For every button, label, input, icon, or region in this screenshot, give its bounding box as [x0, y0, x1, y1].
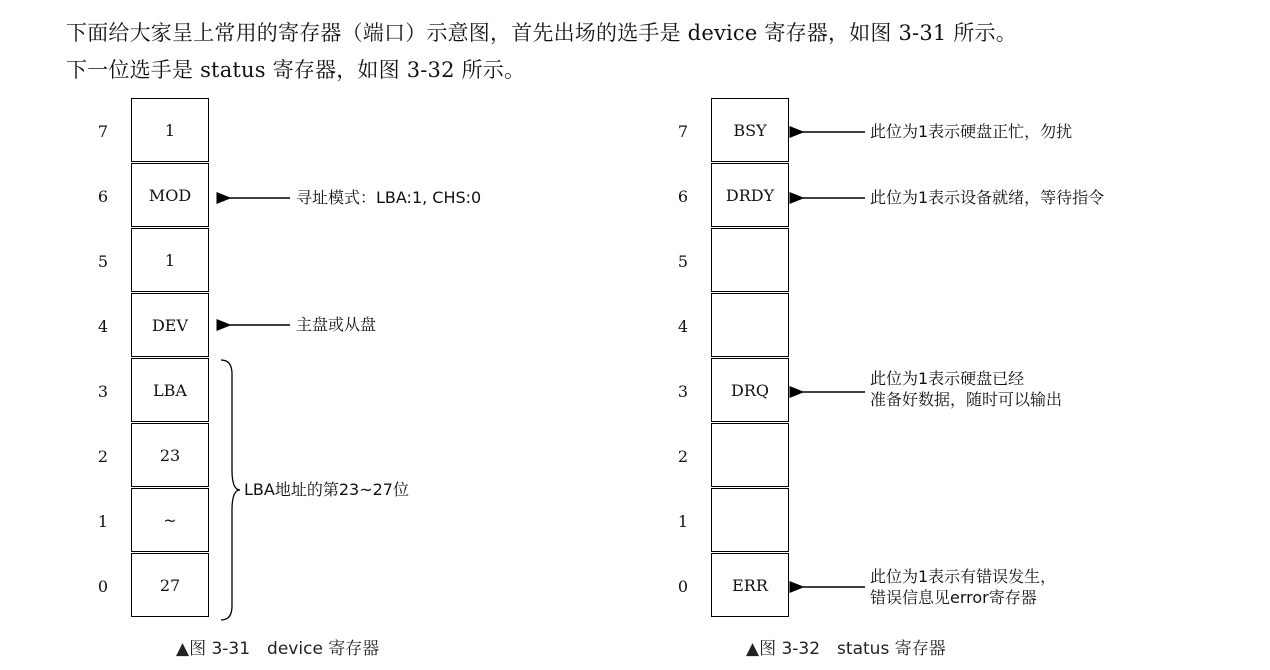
intro-paragraph-line2: 下一位选手是 status 寄存器，如图 3-32 所示。	[66, 58, 526, 82]
register-bit-cell: ERR	[711, 553, 789, 617]
register-bit-cell	[711, 293, 789, 357]
figure-caption: ▲图 3-31 device 寄存器	[176, 639, 380, 659]
register-bit-cell: BSY	[711, 98, 789, 162]
bit-number: 5	[97, 252, 109, 271]
device-arrows	[0, 98, 560, 658]
register-bit-cell: DRQ	[711, 358, 789, 422]
dev-annotation: 主盘或从盘	[296, 315, 377, 334]
bit-number: 6	[97, 187, 109, 206]
bit-number: 4	[97, 317, 109, 336]
bit-number: 3	[97, 382, 109, 401]
intro-paragraph-line1: 下面给大家呈上常用的寄存器（端口）示意图，首先出场的选手是 device 寄存器，如图 3-31 所示。	[66, 21, 1017, 45]
register-bit-cell: MOD	[131, 163, 209, 227]
register-bit-cell	[711, 423, 789, 487]
bit-number: 0	[677, 577, 689, 596]
device-register-figure	[0, 98, 560, 670]
err-annotation-line1: 此位为1表示有错误发生，	[870, 567, 1057, 586]
register-bit-cell: 1	[131, 228, 209, 292]
bit-number: 3	[677, 382, 689, 401]
drdy-annotation: 此位为1表示设备就绪，等待指令	[870, 188, 1105, 207]
register-bit-cell	[711, 228, 789, 292]
register-bit-cell: 1	[131, 98, 209, 162]
bit-number: 7	[97, 122, 109, 141]
register-bit-cell: 23	[131, 423, 209, 487]
status-register-figure	[580, 98, 1140, 670]
lba-brace	[221, 360, 240, 620]
bit-number: 2	[677, 447, 689, 466]
bit-number: 2	[97, 447, 109, 466]
register-bit-cell: ~	[131, 488, 209, 552]
register-bit-cell: DRDY	[711, 163, 789, 227]
bsy-annotation: 此位为1表示硬盘正忙，勿扰	[870, 122, 1073, 141]
drq-annotation-line1: 此位为1表示硬盘已经	[870, 369, 1025, 388]
bit-number: 5	[677, 252, 689, 271]
lba-range-annotation: LBA地址的第23~27位	[244, 480, 409, 499]
figure-caption: ▲图 3-32 status 寄存器	[746, 639, 946, 659]
bit-number: 4	[677, 317, 689, 336]
bit-number: 6	[677, 187, 689, 206]
mod-annotation: 寻址模式：LBA:1, CHS:0	[296, 188, 482, 207]
register-bit-cell: 27	[131, 553, 209, 617]
register-bit-cell: DEV	[131, 293, 209, 357]
register-bit-cell: LBA	[131, 358, 209, 422]
bit-number: 7	[677, 122, 689, 141]
bit-number: 1	[677, 512, 689, 531]
bit-number: 1	[97, 512, 109, 531]
bit-number: 0	[97, 577, 109, 596]
err-annotation-line2: 错误信息见error寄存器	[870, 588, 1037, 607]
drq-annotation-line2: 准备好数据，随时可以输出	[870, 390, 1063, 409]
register-bit-cell	[711, 488, 789, 552]
